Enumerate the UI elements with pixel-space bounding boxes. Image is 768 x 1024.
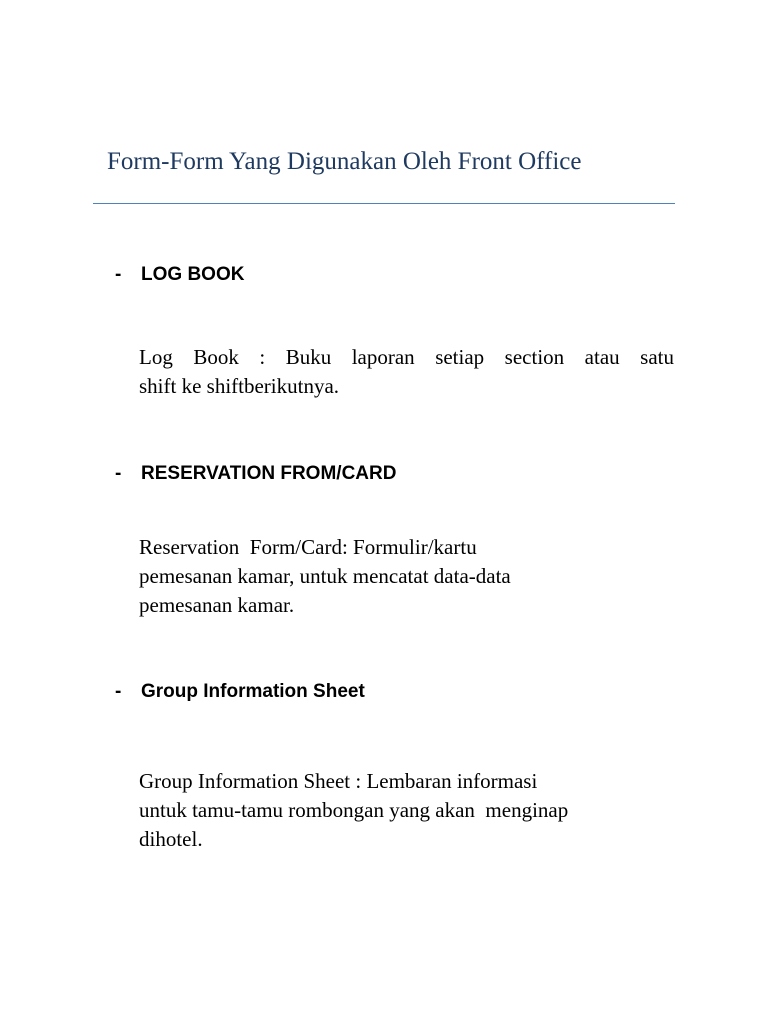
paragraph-line: pemesanan kamar, untuk mencatat data-data (139, 564, 511, 588)
paragraph-line: pemesanan kamar. (139, 593, 295, 617)
section-paragraph-group-information (139, 767, 568, 854)
paragraph-line: Group Information Sheet : Lembaran informasi (139, 769, 538, 793)
paragraph-line: Reservation Form/Card: Formulir/kartu (139, 535, 477, 559)
paragraph-line: dihotel. (139, 827, 203, 851)
paragraph-line: shift ke shiftberikutnya. (139, 374, 340, 398)
section-paragraph-reservation (139, 533, 511, 620)
bullet-dash: - (115, 681, 122, 702)
bullet-dash: - (115, 463, 122, 484)
section-heading-text: RESERVATION FROM/CARD (141, 463, 397, 484)
section-heading-text: Group Information Sheet (141, 681, 365, 702)
title-divider (93, 203, 675, 204)
paragraph-line: untuk tamu-tamu rombongan yang akan menginap (139, 798, 569, 822)
paragraph-line: Log Book : Buku laporan setiap section atau satu (139, 345, 674, 369)
section-paragraph-log-book (139, 343, 674, 401)
section-heading-reservation (115, 463, 396, 485)
bullet-dash: - (115, 264, 122, 285)
section-heading-group-information (115, 681, 365, 703)
page-title: Form-Form Yang Digunakan Oleh Front Office (107, 148, 582, 175)
section-heading-log-book (115, 264, 244, 286)
section-heading-text: LOG BOOK (141, 264, 245, 285)
